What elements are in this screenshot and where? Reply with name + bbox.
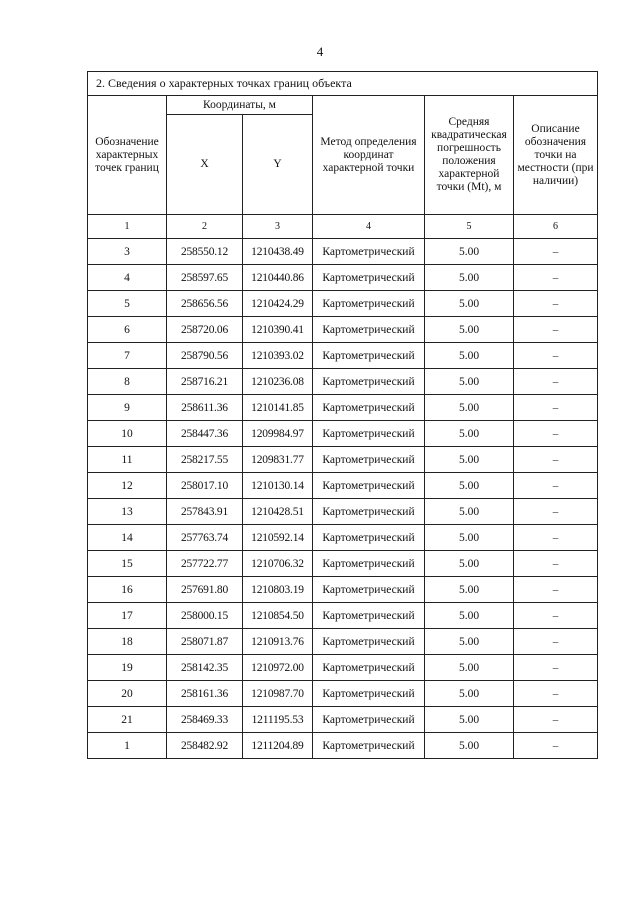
- table-row: [88, 707, 598, 733]
- y-coordinate-cell: 1210592.14: [243, 525, 313, 551]
- point-cell: 9: [88, 395, 167, 421]
- error-cell: 5.00: [425, 343, 514, 369]
- method-cell: Картометрический: [313, 369, 425, 395]
- method-cell: Картометрический: [313, 603, 425, 629]
- method-cell: Картометрический: [313, 421, 425, 447]
- error-cell: 5.00: [425, 707, 514, 733]
- error-cell: 5.00: [425, 473, 514, 499]
- point-cell: 15: [88, 551, 167, 577]
- point-cell: 21: [88, 707, 167, 733]
- y-coordinate-cell: 1210854.50: [243, 603, 313, 629]
- y-coordinate-cell: 1210236.08: [243, 369, 313, 395]
- y-coordinate-cell: 1210987.70: [243, 681, 313, 707]
- point-cell: 18: [88, 629, 167, 655]
- table-row: [88, 447, 598, 473]
- error-cell: 5.00: [425, 369, 514, 395]
- description-cell: –: [514, 629, 598, 655]
- method-cell: Картометрический: [313, 681, 425, 707]
- table-row: [88, 525, 598, 551]
- description-cell: –: [514, 421, 598, 447]
- column-number: 5: [425, 215, 514, 239]
- boundary-points-table: [87, 71, 598, 759]
- table-row: [88, 369, 598, 395]
- page-number: 4: [316, 44, 324, 59]
- column-number: 3: [243, 215, 313, 239]
- error-cell: 5.00: [425, 317, 514, 343]
- table-row: [88, 239, 598, 265]
- x-coordinate-cell: 258656.56: [167, 291, 243, 317]
- error-cell: 5.00: [425, 265, 514, 291]
- header-x: X: [167, 115, 243, 215]
- column-number: 4: [313, 215, 425, 239]
- error-cell: 5.00: [425, 239, 514, 265]
- method-cell: Картометрический: [313, 473, 425, 499]
- point-cell: 17: [88, 603, 167, 629]
- point-cell: 20: [88, 681, 167, 707]
- table-row: [88, 681, 598, 707]
- error-cell: 5.00: [425, 603, 514, 629]
- method-cell: Картометрический: [313, 343, 425, 369]
- y-coordinate-cell: 1210803.19: [243, 577, 313, 603]
- table-row: [88, 577, 598, 603]
- method-cell: Картометрический: [313, 317, 425, 343]
- table-row: [88, 655, 598, 681]
- y-coordinate-cell: 1210390.41: [243, 317, 313, 343]
- column-number: 1: [88, 215, 167, 239]
- method-cell: Картометрический: [313, 499, 425, 525]
- method-cell: Картометрический: [313, 655, 425, 681]
- x-coordinate-cell: 258000.15: [167, 603, 243, 629]
- method-cell: Картометрический: [313, 577, 425, 603]
- x-coordinate-cell: 258469.33: [167, 707, 243, 733]
- method-cell: Картометрический: [313, 291, 425, 317]
- method-cell: Картометрический: [313, 733, 425, 759]
- method-cell: Картометрический: [313, 551, 425, 577]
- method-cell: Картометрический: [313, 629, 425, 655]
- table-row: [88, 343, 598, 369]
- x-coordinate-cell: 258482.92: [167, 733, 243, 759]
- y-coordinate-cell: 1210972.00: [243, 655, 313, 681]
- description-cell: –: [514, 551, 598, 577]
- x-coordinate-cell: 258550.12: [167, 239, 243, 265]
- table-row: [88, 265, 598, 291]
- y-coordinate-cell: 1210428.51: [243, 499, 313, 525]
- description-cell: –: [514, 317, 598, 343]
- table-row: [88, 317, 598, 343]
- table-row: [88, 629, 598, 655]
- error-cell: 5.00: [425, 525, 514, 551]
- table-row: [88, 603, 598, 629]
- table-row: [88, 421, 598, 447]
- point-cell: 14: [88, 525, 167, 551]
- point-cell: 11: [88, 447, 167, 473]
- error-cell: 5.00: [425, 551, 514, 577]
- column-number: 2: [167, 215, 243, 239]
- y-coordinate-cell: 1210424.29: [243, 291, 313, 317]
- x-coordinate-cell: 258217.55: [167, 447, 243, 473]
- point-cell: 6: [88, 317, 167, 343]
- method-cell: Картометрический: [313, 447, 425, 473]
- x-coordinate-cell: 258611.36: [167, 395, 243, 421]
- description-cell: –: [514, 239, 598, 265]
- y-coordinate-cell: 1210130.14: [243, 473, 313, 499]
- x-coordinate-cell: 258720.06: [167, 317, 243, 343]
- table-row: [88, 499, 598, 525]
- error-cell: 5.00: [425, 395, 514, 421]
- header-description: Описание обозначения точки на местности (при наличии): [514, 96, 598, 215]
- y-coordinate-cell: 1209984.97: [243, 421, 313, 447]
- y-coordinate-cell: 1211195.53: [243, 707, 313, 733]
- description-cell: –: [514, 577, 598, 603]
- point-cell: 16: [88, 577, 167, 603]
- description-cell: –: [514, 655, 598, 681]
- x-coordinate-cell: 257722.77: [167, 551, 243, 577]
- method-cell: Картометрический: [313, 525, 425, 551]
- x-coordinate-cell: 258017.10: [167, 473, 243, 499]
- x-coordinate-cell: 258597.65: [167, 265, 243, 291]
- y-coordinate-cell: 1209831.77: [243, 447, 313, 473]
- x-coordinate-cell: 257843.91: [167, 499, 243, 525]
- x-coordinate-cell: 258716.21: [167, 369, 243, 395]
- header-y: Y: [243, 115, 313, 215]
- error-cell: 5.00: [425, 499, 514, 525]
- y-coordinate-cell: 1210913.76: [243, 629, 313, 655]
- header-coordinates: Координаты, м: [167, 96, 313, 115]
- point-cell: 7: [88, 343, 167, 369]
- error-cell: 5.00: [425, 447, 514, 473]
- x-coordinate-cell: 258142.35: [167, 655, 243, 681]
- point-cell: 1: [88, 733, 167, 759]
- x-coordinate-cell: 258447.36: [167, 421, 243, 447]
- description-cell: –: [514, 603, 598, 629]
- point-cell: 5: [88, 291, 167, 317]
- description-cell: –: [514, 395, 598, 421]
- x-coordinate-cell: 258790.56: [167, 343, 243, 369]
- x-coordinate-cell: 258071.87: [167, 629, 243, 655]
- x-coordinate-cell: 258161.36: [167, 681, 243, 707]
- description-cell: –: [514, 291, 598, 317]
- x-coordinate-cell: 257763.74: [167, 525, 243, 551]
- error-cell: 5.00: [425, 733, 514, 759]
- point-cell: 8: [88, 369, 167, 395]
- method-cell: Картометрический: [313, 265, 425, 291]
- error-cell: 5.00: [425, 655, 514, 681]
- error-cell: 5.00: [425, 577, 514, 603]
- y-coordinate-cell: 1210440.86: [243, 265, 313, 291]
- section-title: 2. Сведения о характерных точках границ объекта: [88, 72, 598, 96]
- y-coordinate-cell: 1210141.85: [243, 395, 313, 421]
- table-row: [88, 551, 598, 577]
- point-cell: 12: [88, 473, 167, 499]
- error-cell: 5.00: [425, 291, 514, 317]
- description-cell: –: [514, 343, 598, 369]
- method-cell: Картометрический: [313, 239, 425, 265]
- method-cell: Картометрический: [313, 395, 425, 421]
- method-cell: Картометрический: [313, 707, 425, 733]
- table-row: [88, 473, 598, 499]
- y-coordinate-cell: 1210706.32: [243, 551, 313, 577]
- header-point-designation: Обозначение характерных точек границ: [88, 96, 167, 215]
- description-cell: –: [514, 369, 598, 395]
- description-cell: –: [514, 265, 598, 291]
- y-coordinate-cell: 1210393.02: [243, 343, 313, 369]
- description-cell: –: [514, 447, 598, 473]
- header-error: Средняя квадратическая погрешность положения характерной точки (Mt), м: [425, 96, 514, 215]
- column-number: 6: [514, 215, 598, 239]
- description-cell: –: [514, 499, 598, 525]
- table-row: [88, 291, 598, 317]
- table-body: [88, 239, 598, 759]
- description-cell: –: [514, 733, 598, 759]
- point-cell: 19: [88, 655, 167, 681]
- point-cell: 10: [88, 421, 167, 447]
- description-cell: –: [514, 525, 598, 551]
- point-cell: 13: [88, 499, 167, 525]
- error-cell: 5.00: [425, 629, 514, 655]
- error-cell: 5.00: [425, 421, 514, 447]
- error-cell: 5.00: [425, 681, 514, 707]
- point-cell: 3: [88, 239, 167, 265]
- point-cell: 4: [88, 265, 167, 291]
- y-coordinate-cell: 1211204.89: [243, 733, 313, 759]
- header-method: Метод определения координат характерной точки: [313, 96, 425, 215]
- y-coordinate-cell: 1210438.49: [243, 239, 313, 265]
- description-cell: –: [514, 707, 598, 733]
- x-coordinate-cell: 257691.80: [167, 577, 243, 603]
- table-row: [88, 733, 598, 759]
- table-row: [88, 395, 598, 421]
- description-cell: –: [514, 473, 598, 499]
- description-cell: –: [514, 681, 598, 707]
